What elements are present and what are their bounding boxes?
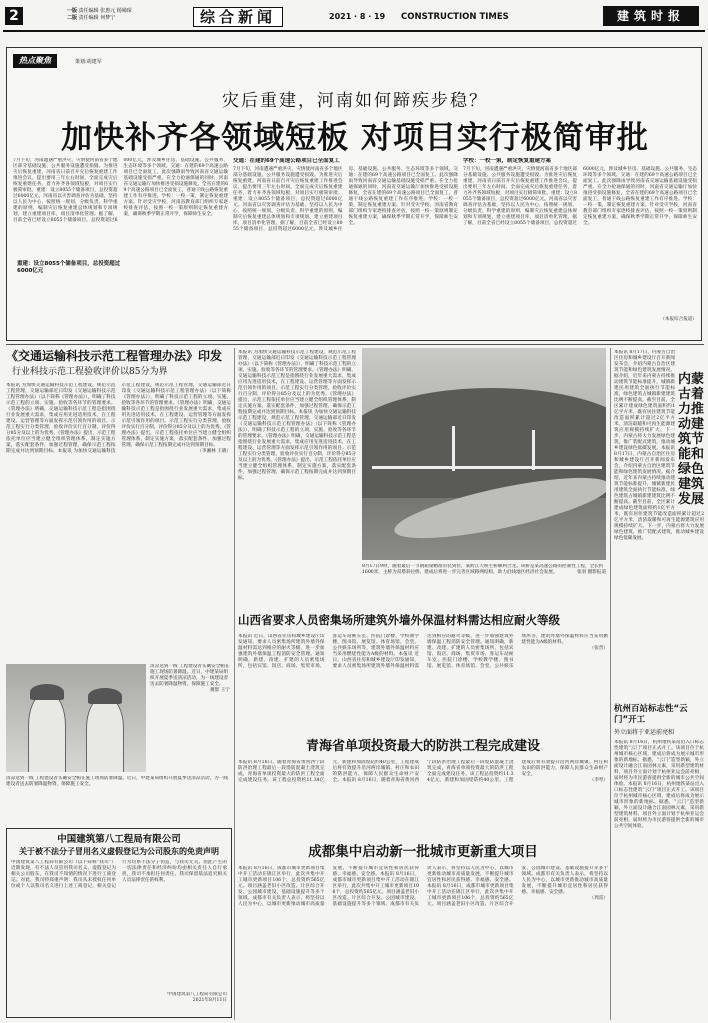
shanxi-byline: （张晋）: [589, 646, 608, 651]
column-divider: [234, 348, 235, 1020]
hot-tag-label: 热点聚焦: [19, 56, 51, 65]
bridge-deck: [372, 466, 602, 469]
lead-body-a: [13, 158, 228, 334]
edition-label: 一版: [67, 8, 78, 14]
shanxi-body-text: 本报讯 近日，山西省住房和城乡建设厅印发通知，要求人员密集场所建筑外墙外保温材料需达到相应的耐火等级，进一步加强建筑外墙保温工程消防安全管理。通知明确，新建、改建、扩建的人员密集场所，包括宾馆、饭店、商场、集贸市场、客运车站候车室、医院门诊楼、学校教学楼、图书馆、展览馆、体育场馆、会堂、公共娱乐场所等，建筑外墙外保温材料应当采用燃烧性能为A级的材料。: [238, 634, 419, 669]
lead-story: [6, 47, 702, 341]
hangzhou-body-text: 本报讯 8月16日，杭州地铁某站出入口标志性建筑“云门”项目正式开工。该项目位于杭州城市核心区域，建成后将成为展示城市形象的新地标。据悉，“云门”造型新颖，外立面设计融合江南园林元素，采用新型建筑材料，项目外立面计划于杭州亚运会前亮相，届时将为市民游客提供全新的城市公共空间体验。: [614, 740, 704, 787]
lead-body-text: 7月下旬，河南遭遇严重洪灾，灾情使河南省多个地区部分基础设施、公共服务设施遭受损毁。为推进灾后恢复重建，河南省日前召开灾后恢复重建工作推进会议，提出要用三年左右时间，全面完成灾后恢复重建任务，着力补齐各领域短板，对项目实行极简审批。重建：设立8055个储备项目，总投资超过6000亿元。河南省以灾害调查评估为基础，坚持以人民为中心，按照统一规划、分级负责、科学重建的原则，编制灾后恢复重建总体规划和专项规划，建立重建项目库，项目清单化管理。据了解，目前全省已经设立8055个储备项目，总投资超过6000亿元，涉及城乡住房、基础设施、公共服务、生态环境等多个领域。交通：在建的69个高速公路项目已全面复工。此次强降雨导致河南省交通运输基础设施受损严重。在全力抢通保通的同时，河南省交通运输厅加快推进受损设施修复，全省在建的69个高速公路项目已全面复工，普通干线公路恢复重建工作有序推进。学校：一校一策，制定恢复重建方案。针对受灾学校，河南省教育部门组织专家逐校排查评估，按照一校一策原则制定恢复重建方案，确保秋季学期正常开学，保障师生安全。: [463, 167, 697, 226]
hot-topic-tag: [13, 54, 57, 68]
lead-body-c: [463, 158, 697, 334]
transport-body-text: 本报讯 为加快交通运输科技示范工程建设，规范示范工程管理，交通运输部近日印发《交通运输科技示范工程管理办法》（以下简称《管理办法》），明确了科技示范工程的立项、实施、验收等各环节的管理要求。《管理办法》明确，交通运输科技示范工程是指围绕行业发展重大需求，集成应用先进适用技术，在工程建设、运营管理等方面发挥示范引领作用的项目。示范工程实行分类管理，验收评价实行百分制，评价得分85分及以上的为优秀。《管理办法》提出，示范工程依托单位应当建立健全组织管理体系，制定实施方案，落实配套条件，加强过程管理，确保示范工程按期完成并达到预期目标。: [57, 383, 231, 454]
hangzhou-subtitle: 外立面将于亚运前亮相: [614, 729, 675, 736]
transport-body-text: 本报讯 为加快交通运输科技示范工程建设，规范示范工程管理，交通运输部近日印发《交通运输科技示范工程管理办法》（以下简称《管理办法》），明确了科技示范工程的立项、实施、验收等各环节的管理要求。《管理办法》明确，交通运输科技示范工程是指围绕行业发展重大需求，集成应用先进适用技术，在工程建设、运营管理等方面发挥示范引领作用的项目。示范工程实行分类管理，验收评价实行百分制，评价得分85分及以上的为优秀。《管理办法》提出，示范工程依托单位应当建立健全组织管理体系，制定实施方案，落实配套条件，加强过程管理，确保示范工程按期完成并达到预期目标。: [238, 350, 356, 415]
notice-body: [11, 860, 227, 990]
qinghai-body-text: 本报讯 8月16日，随着青海省黄河西宁段防洪治理工程最后一段堤防混凝土浇筑完成，青海省单项投资最大的防洪工程全面完成建设任务。该工程总投资约11.34亿元，新建和加固堤防约40公里，工程建成后将有效提升沿河两岸城镇、村庄和农田的防洪能力，保障人民群众生命财产安全。: [238, 760, 419, 783]
notice-org-title: 中国建筑第八工程局有限公司: [57, 834, 181, 845]
hardhat-icon: [88, 688, 122, 704]
qinghai-title: 青海省单项投资最大的防洪工程完成建设: [305, 739, 540, 754]
curator-credit: 策划:胡建军: [75, 59, 102, 65]
notice-date: 2021年8月11日: [192, 998, 227, 1003]
editor-names: 责任编辑 张惠元 杨娣琛: [78, 8, 132, 14]
lead-subhead-traffic: 交通：在建的69个高速公路项目已全面复工: [233, 158, 340, 164]
transport-body-text: 本报讯 为加快交通运输科技示范工程建设，规范示范工程管理，交通运输部近日印发《交通运输科技示范工程管理办法》（以下简称《管理办法》），明确了科技示范工程的立项、实施、验收等各环节的管理要求。《管理办法》明确，交通运输科技示范工程是指围绕行业发展重大需求，集成应用先进适用技术，在工程建设、运营管理等方面发挥示范引领作用的项目。示范工程实行分类管理，验收评价实行百分制，评价得分85分及以上的为优秀。《管理办法》提出，示范工程依托单位应当建立健全组织管理体系，制定实施方案，落实配套条件，加强过程管理，确保示范工程按期完成并达到预期目标。: [6, 383, 116, 454]
transport-byline: （李湘林 王晓）: [197, 449, 231, 454]
chengdu-body-text: 本报讯 8月16日，成都市城市更新项目集中开工活动在锦江区举行，此次共集中开工城市更新项目106个，总投资约565亿元。项目涵盖老旧小区改造、片区综合开发、公园城市建设、基础设施提升等多个领域。成都市有关负责人表示，将坚持以人民为中心，以城市更新推动城市高质量发展，不断提升城市宜居性和居民获得感、幸福感、安全感。: [238, 866, 419, 907]
header-rule: [3, 30, 705, 32]
transport-title: 《交通运输科技示范工程管理办法》印发: [6, 349, 223, 363]
mongolia-body-text: 本报讯 8月17日，内蒙古自治区住房和城乡建设厅召开新闻发布会，介绍内蒙古自治区建筑节能和绿色建筑发展情况。据介绍，近年来内蒙古持续推动建筑节能标准提升，城镇新建民用建筑全面执行节能标准，绿色建筑占城镇新建建筑比例不断提高。截至目前，全区累计建成绿色建筑面积约1亿平方米，既有居住建筑节能改造面积累计超过2亿平方米，清洁取暖和可再生能源建筑应用规模持续扩大。下一步，内蒙古将大力发展绿色建筑，推广装配式建筑，推动城乡建设绿色低碳发展。: [614, 350, 675, 451]
hangzhou-article: [614, 704, 704, 1020]
notice-subtitle: 关于被不法分子冒用名义虚假登记为公司股东的免责声明: [19, 847, 219, 856]
qinghai-body: [238, 760, 608, 836]
editor-credits: [67, 8, 177, 22]
chengdu-article: [238, 842, 608, 1020]
masthead-logo: 建筑时报: [603, 6, 699, 26]
lead-headline: 加快补齐各领域短板 对项目实行极简审批: [61, 120, 649, 156]
lead-byline: （本报综合报道）: [660, 317, 697, 322]
transport-article: [6, 348, 231, 658]
hangzhou-body-text: 本报讯 8月16日，杭州地铁某站出入口标志性建筑“云门”项目正式开工。该项目位于杭州城市核心区域，建成后将成为展示城市形象的新地标。据悉，“云门”造型新颖，外立面设计融合江南园林元素，采用新型建筑材料，项目外立面计划于杭州亚运会前亮相，届时将为市民游客提供全新的城市公共空间体验。: [614, 782, 704, 829]
worker-figure: [28, 694, 66, 772]
lead-subhead-school: 学校：一校一策，制定恢复重建方案: [463, 158, 552, 164]
page-number: 2: [5, 7, 23, 25]
transport-body: [6, 383, 231, 645]
chengdu-body-text: 本报讯 8月16日，成都市城市更新项目集中开工活动在锦江区举行，此次共集中开工城市更新项目106个，总投资约565亿元。项目涵盖老旧小区改造、片区综合开发、公园城市建设、基础设施提升等多个领域。成都市有关负责人表示，将坚持以人民为中心，以城市更新推动城市高质量发展，不断提升城市宜居性和居民获得感、幸福感、安全感。: [427, 866, 608, 907]
lead-subhead-rebuild: 重建：设立8055个储备项目，总投资超过6000亿元: [17, 261, 121, 274]
bridge-caption-text: 8月17日9时，随着最后一节钢箱梁精准吊装到位，某跨江大桥主桥顺利合龙。该桥是某高速公路的控制性工程，全长约1600米，主桥为双塔斜拉桥。建成后将进一步完善区域路网结构，助力沿线地区经济社会发展。: [362, 564, 604, 575]
worker-figure: [86, 698, 124, 772]
qinghai-body-text: 本报讯 8月16日，随着青海省黄河西宁段防洪治理工程最后一段堤防混凝土浇筑完成，青海省单项投资最大的防洪工程全面完成建设任务。该工程总投资约11.34亿元，新建和加固堤防约40公里，工程建成后将有效提升沿河两岸城镇、村庄和农田的防洪能力，保障人民群众生命财产安全。: [342, 760, 608, 783]
shanxi-body: [238, 634, 608, 728]
bridge-photo-caption: [362, 564, 606, 608]
workers-caption-text: 清凉送到一线 工程建设者头戴安全帽在施工现场防暑降温。近日，中建某局组织开展夏季送清凉活动，为一线建设者送去防暑降温物资，保障施工安全。: [6, 776, 228, 787]
qinghai-byline: （李琴）: [589, 778, 608, 783]
disclaimer-notice: [6, 828, 232, 1018]
notice-body-text: 中国建筑第八工程局有限公司（以下简称“我司”）近期发现，有不法人员冒用我司名义，虚假登记为相关公司股东，在我司不知情的情况下进行工商登记。对此，我司特郑重声明：我司从未授权任何单位或个人以我司名义进行上述工商登记，相关登记行为均系不法分子伪造，与我司无关。由此产生的一切法律责任和经济纠纷均由相关责任人自行承担，我司不承担任何责任。我司保留依法追究相关人员法律责任的权利。: [11, 860, 227, 889]
notice-signature: [11, 992, 227, 1004]
workers-photo-caption-extended: [6, 776, 230, 822]
edition-label: 二版: [67, 15, 78, 21]
shanxi-body-text: 本报讯 近日，山西省住房和城乡建设厅印发通知，要求人员密集场所建筑外墙外保温材料需达到相应的耐火等级，进一步加强建筑外墙保温工程消防安全管理。通知明确，新建、改建、扩建的人员密集场所，包括宾馆、饭店、商场、集贸市场、客运车站候车室、医院门诊楼、学校教学楼、图书馆、展览馆、体育场馆、会堂、公共娱乐场所等，建筑外墙外保温材料应当采用燃烧性能为A级的材料。: [332, 634, 608, 669]
mongolia-body-text: 本报讯 8月17日，内蒙古自治区住房和城乡建设厅召开新闻发布会，介绍内蒙古自治区建筑节能和绿色建筑发展情况。据介绍，近年来内蒙古持续推动建筑节能标准提升，城镇新建民用建筑全面执行节能标准，绿色建筑占城镇新建建筑比例不断提高。截至目前，全区累计建成绿色建筑面积约1亿平方米，既有居住建筑节能改造面积累计超过2亿平方米，清洁取暖和可再生能源建筑应用规模持续扩大。下一步，内蒙古将大力发展绿色建筑，推广装配式建筑，推动城乡建设绿色低碳发展。: [614, 446, 704, 541]
mongolia-title: 内蒙古着力推动建筑节能和绿色建筑发展: [678, 372, 704, 507]
editor-names: 责任编辑 何梦宁: [78, 15, 116, 21]
bridge-tower: [452, 426, 455, 471]
workers-photo-credit: 摄影 王宁: [210, 688, 230, 693]
chengdu-byline: （周雷）: [589, 896, 608, 901]
lead-kicker: 灾后重建，河南如何蹄疾步稳？: [222, 91, 488, 111]
chengdu-body-text: 本报讯 8月16日，成都市城市更新项目集中开工活动在锦江区举行，此次共集中开工城市更新项目106个，总投资约565亿元。项目涵盖老旧小区改造、片区综合开发、公园城市建设、基础设施提升等多个领域。成都市有关负责人表示，将坚持以人民为中心，以城市更新推动城市高质量发展，不断提升城市宜居性和居民获得感、幸福感、安全感。: [332, 866, 514, 907]
hangzhou-title: 杭州百站标志性“云门”开工: [614, 704, 688, 725]
page-header: [3, 3, 705, 31]
section-divider: [6, 344, 704, 345]
hangzhou-body: [614, 740, 704, 1023]
bridge-tower: [532, 430, 535, 470]
workers-photo-caption: [150, 664, 230, 772]
bridge-photo: [362, 348, 606, 560]
lead-body-b: [233, 158, 458, 334]
workers-caption-text: 清凉送到一线 工程建设者头戴安全帽在施工现场防暑降温。近日，中建某局组织开展夏季送清凉活动，为一线建设者送去防暑降温物资，保障施工安全。: [150, 664, 230, 687]
column-divider: [610, 348, 611, 1020]
chengdu-body: [238, 866, 608, 1016]
paper-name: CONSTRUCTION TIMES: [401, 12, 509, 22]
chengdu-title: 成都集中启动新一批城市更新重大项目: [308, 844, 538, 860]
lead-body-text: 7月下旬，河南遭遇严重洪灾，灾情使河南省多个地区部分基础设施、公共服务设施遭受损毁。为推进灾后恢复重建，河南省日前召开灾后恢复重建工作推进会议，提出要用三年左右时间，全面完成灾后恢复重建任务，着力补齐各领域短板，对项目实行极简审批。重建：设立8055个储备项目，总投资超过6000亿元。河南省以灾害调查评估为基础，坚持以人民为中心，按照统一规划、分级负责、科学重建的原则，编制灾后恢复重建总体规划和专项规划，建立重建项目库，项目清单化管理。据了解，目前全省已经设立8055个储备项目，总投资超过6000亿元，涉及城乡住房、基础设施、公共服务、生态环境等多个领域。交通：在建的69个高速公路项目已全面复工。此次强降雨导致河南省交通运输基础设施受损严重。在全力抢通保通的同时，河南省交通运输厅加快推进受损设施修复，全省在建的69个高速公路项目已全面复工，普通干线公路恢复重建工作有序推进。学校：一校一策，制定恢复重建方案。针对受灾学校，河南省教育部门组织专家逐校排查评估，按照一校一策原则制定恢复重建方案，确保秋季学期正常开学，保障师生安全。: [233, 167, 458, 232]
hardhat-icon: [30, 684, 64, 700]
notice-signatory: 中国建筑第八工程局有限公司: [167, 992, 227, 997]
workers-photo: [6, 664, 146, 772]
shanxi-title: 山西省要求人员密集场所建筑外墙外保温材料需达相应耐火等级: [238, 613, 560, 627]
bridge-photo-credit: 张羽 摄影报道: [576, 570, 606, 575]
transport-body-text: 本报讯 为加快交通运输科技示范工程建设，规范示范工程管理，交通运输部近日印发《交通运输科技示范工程管理办法》（以下简称《管理办法》），明确了科技示范工程的立项、实施、验收等各环节的管理要求。《管理办法》明确，交通运输科技示范工程是指围绕行业发展重大需求，集成应用先进适用技术，在工程建设、运营管理等方面发挥示范引领作用的项目。示范工程实行分类管理，验收评价实行百分制，评价得分85分及以上的为优秀。《管理办法》提出，示范工程依托单位应当建立健全组织管理体系，制定实施方案，落实配套条件，加强过程管理，确保示范工程按期完成并达到预期目标。: [238, 410, 356, 481]
shanxi-article: [238, 612, 608, 732]
transport-subtitle: 行业科技示范工程验收评价以85分为界: [12, 367, 168, 377]
issue-date: 2021 · 8 · 19: [329, 12, 386, 21]
section-name: 综合新闻: [193, 7, 283, 27]
qinghai-article: [238, 738, 608, 838]
mongolia-body: [614, 350, 704, 700]
transport-article-continued: [238, 350, 356, 654]
lead-body-text: 7月下旬，河南遭遇严重洪灾，灾情使河南省多个地区部分基础设施、公共服务设施遭受损毁。为推进灾后恢复重建，河南省日前召开灾后恢复重建工作推进会议，提出要用三年左右时间，全面完成灾后恢复重建任务，着力补齐各领域短板，对项目实行极简审批。重建：设立8055个储备项目，总投资超过6000亿元。河南省以灾害调查评估为基础，坚持以人民为中心，按照统一规划、分级负责、科学重建的原则，编制灾后恢复重建总体规划和专项规划，建立重建项目库，项目清单化管理。据了解，目前全省已经设立8055个储备项目，总投资超过6000亿元，涉及城乡住房、基础设施、公共服务、生态环境等多个领域。交通：在建的69个高速公路项目已全面复工。此次强降雨导致河南省交通运输基础设施受损严重。在全力抢通保通的同时，河南省交通运输厅加快推进受损设施修复，全省在建的69个高速公路项目已全面复工，普通干线公路恢复重建工作有序推进。学校：一校一策，制定恢复重建方案。针对受灾学校，河南省教育部门组织专家逐校排查评估，按照一校一策原则制定恢复重建方案，确保秋季学期正常开学，保障师生安全。: [13, 158, 228, 223]
